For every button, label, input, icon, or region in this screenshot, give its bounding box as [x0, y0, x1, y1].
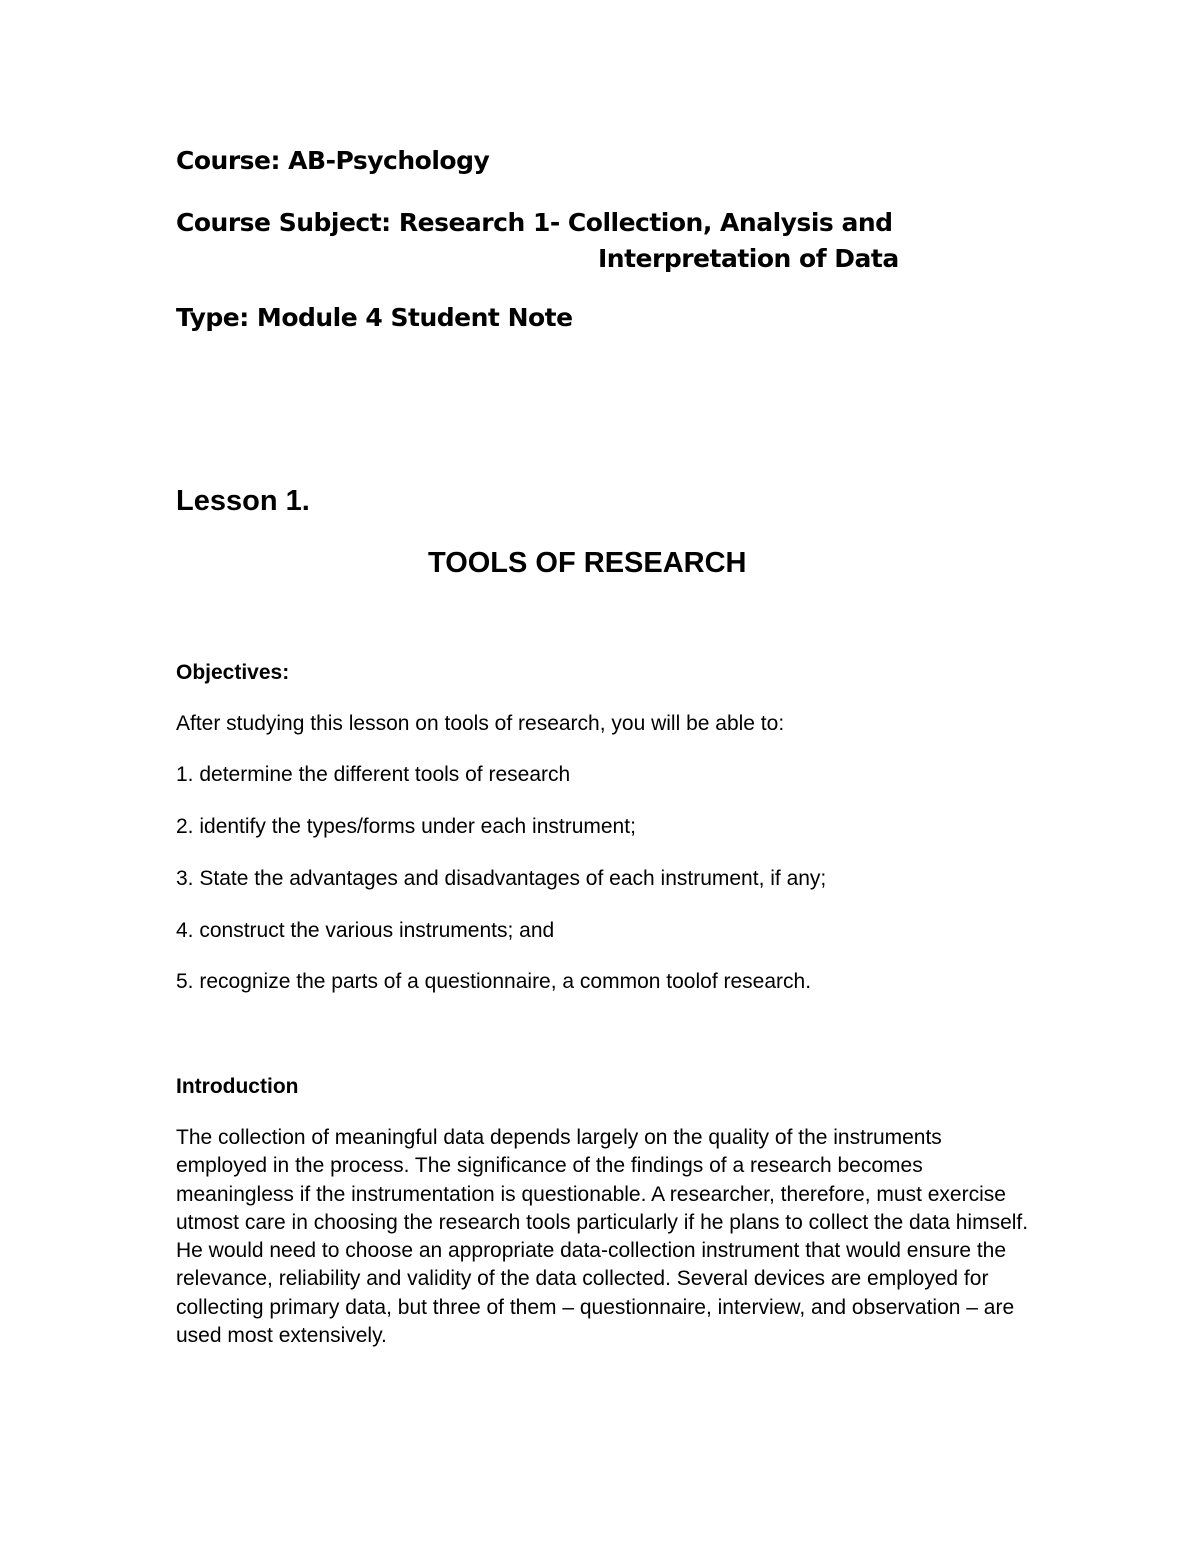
type-line: Type: Module 4 Student Note — [176, 303, 573, 332]
objective-item: 2. identify the types/forms under each instrument; — [176, 815, 636, 838]
introduction-paragraph: The collection of meaningful data depends largely on the quality of the instruments employed in the process. The significance of the findings of a research becomes meaningless if the instrumentation is questionable. A researcher, therefore, must exercise utmost care in choosing the research tools particularly if he plans to collect the data himself. He would need to choose an appropriate data-collection instrument that would ensure the relevance, reliability and validity of the data collected. Several devices are employed for collecting primary data, but three of them – questionnaire, interview, and observation – are used most extensively. — [176, 1126, 1029, 1348]
objectives-intro: After studying this lesson on tools of research, you will be able to: — [176, 712, 785, 735]
objectives-heading: Objectives: — [176, 661, 290, 684]
objective-item: 5. recognize the parts of a questionnaire, a common toolof research. — [176, 970, 812, 993]
objective-item: 1. determine the different tools of research — [176, 763, 571, 786]
objective-item: 3. State the advantages and disadvantages of each instrument, if any; — [176, 867, 827, 890]
lesson-title: TOOLS OF RESEARCH — [428, 547, 747, 579]
course-subject-continuation: Interpretation of Data — [598, 244, 899, 273]
objective-item: 4. construct the various instruments; and — [176, 919, 555, 942]
lesson-label: Lesson 1. — [176, 485, 310, 517]
course-line: Course: AB-Psychology — [176, 146, 490, 175]
introduction-heading: Introduction — [176, 1075, 299, 1098]
course-subject-line: Course Subject: Research 1- Collection, Analysis and — [176, 208, 893, 237]
